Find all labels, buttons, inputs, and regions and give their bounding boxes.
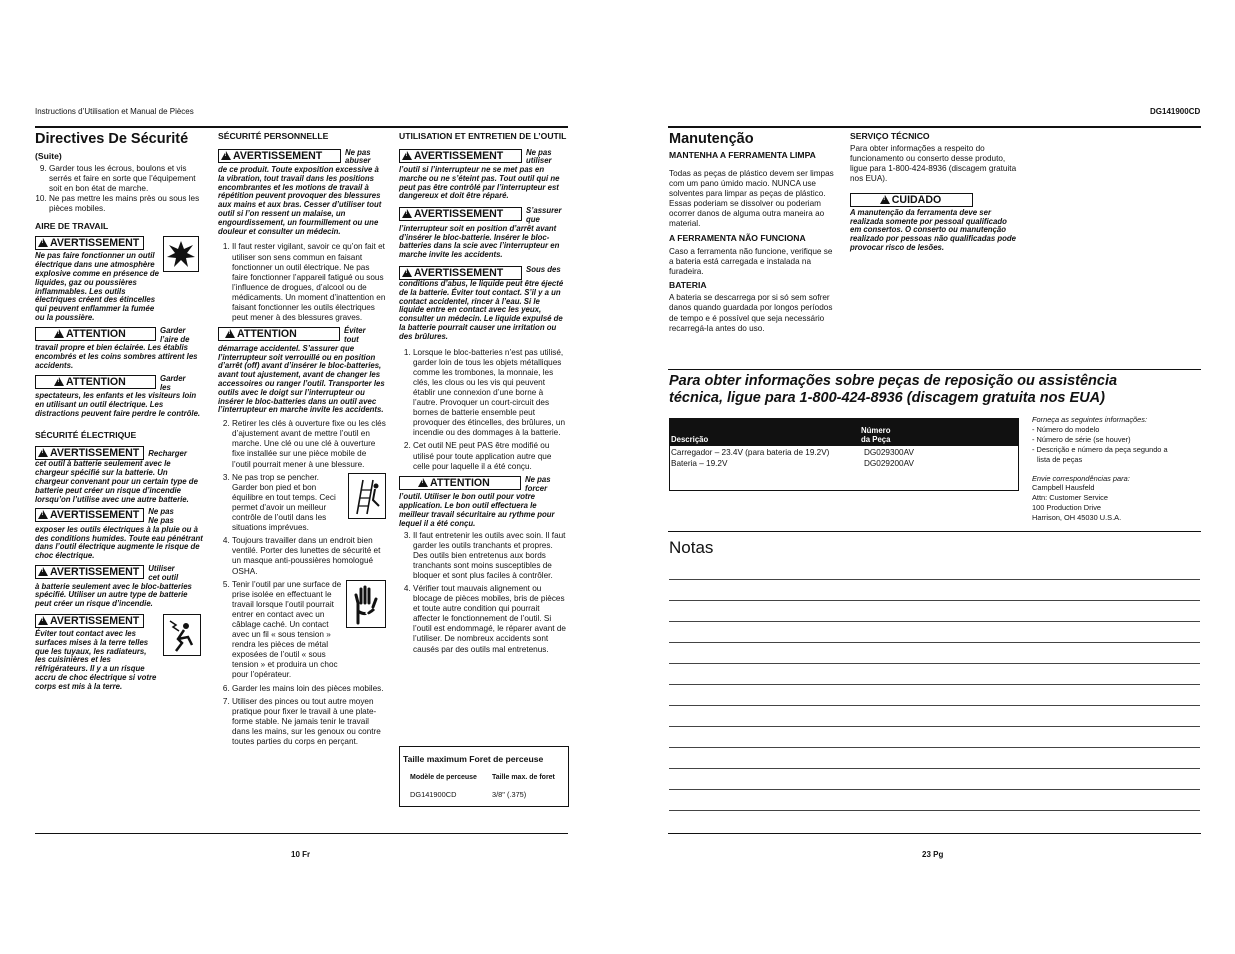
warning-triangle-icon (402, 268, 412, 277)
notes-line (669, 663, 1200, 664)
notes-line (669, 747, 1200, 748)
header-left: Instructions d’Utilisation et Manual de Pièces (35, 107, 194, 116)
list-item: 2. Cet outil NE peut PAS être modifié ou utilisé pour toute application autre que celle pour laquelle il a été conçu. (413, 441, 567, 471)
parts-table-body (669, 446, 1019, 491)
fr-list-1 (35, 164, 203, 214)
table-row: DG141900CD 3/8" (.375) (410, 790, 527, 799)
notes-line (669, 789, 1200, 790)
list-item: 4. Toujours travailler dans un endroit bien ventilé. Porter des lunettes de sécurité et un masque anti-poussières homologué OSHA. (232, 536, 386, 576)
pt-paragraph-3: A bateria se descarrega por si só sem sofrer danos quando guardada por longos períodos de tempo e é possível que seja necessário recarregá-la antes do uso. (669, 293, 833, 333)
elec-warning-3: !AVERTISSEMENT Utiliser cet outil à batterie seulement avec le bloc-batteries spécifié. Utiliser un autre type de batterie peut créer un risque d’incendie. (35, 565, 203, 609)
warning-triangle-icon (880, 195, 890, 204)
attention-label: !ATTENTION (399, 476, 521, 490)
parts-info: Forneça as seguintes informações: - Número do modelo - Número de série (se houver) - Descrição e número da peça segundo a lista de peças Envie correspondências para: Campbell Hausfeld Attn: Customer Service 100 Production Drive Harrison, OH 45030 U.S.A. (1032, 415, 1202, 523)
list-item: 7. Utiliser des pinces ou tout autre moyen pratique pour fixer le travail à une plate-forme stable. Ne jamais tenir le travail dans les mains, sur les genoux ou contre toutes parties du corps en perçant. (232, 697, 386, 747)
cuidado-label: !CUIDADO (850, 193, 973, 207)
warning-triangle-icon (38, 567, 48, 576)
list-item: - Número de série (se houver) (1032, 434, 1131, 444)
perso-attention-1: !ATTENTION Éviter tout démarrage accidentel. S’assurer que l’interrupteur soit verrouillé ou en position d’arrêt (off) avant d’insérer le bloc-batteries, avant tout ajustement, avant de changer les accessoires ou ranger l’outil. Transporter les outils avec le doigt sur l’interrupteur ou insérer le bloc-batteries dans un outil avec l’interrupteur en marche invite les accidents. (218, 327, 386, 415)
notes-line (669, 684, 1200, 685)
warning-triangle-icon (402, 151, 412, 160)
warning-triangle-icon (38, 510, 48, 519)
fr-column-2 (218, 131, 386, 747)
drill-size-table (399, 746, 569, 807)
notes-line (669, 810, 1200, 811)
elec-warning-4: !AVERTISSEMENT Éviter tout contact avec les surfaces mises à la terre telles que les tuyaux, les radiateurs, les cuisinières et les réfrigérateurs. Il y a un risque accru de choc électrique si votre corps est mis à la terre. (35, 614, 203, 692)
util-attention-1: !ATTENTION Ne pas forcer l’outil. Utiliser le bon outil pour votre application. Le bon outil effectuera le meilleur travail sécuritaire au rythme pour lequel il a été conçu. (399, 476, 567, 529)
footer-rule-left (35, 833, 568, 834)
list-item: - Descrição e número da peça segundo a (1032, 444, 1168, 454)
header-right: DG141900CD (1150, 107, 1201, 116)
aire-warning-1: !AVERTISSEMENT Ne pas faire fonctionner un outil électrique dans une atmosphère explosive comme en présence de liquides, gaz ou poussières inflammables. Les outils électriques créent des étincelles qui peuvent enflammer la fumée ou la poussière. (35, 236, 203, 322)
warning-triangle-icon (225, 329, 235, 338)
notes-line (669, 600, 1200, 601)
page-number-fr: 10 Fr (291, 850, 311, 859)
explosion-icon (163, 236, 199, 272)
perso-list-b (218, 419, 386, 747)
list-item: lista de peças (1037, 454, 1083, 464)
fr-column-3 (399, 131, 567, 655)
list-item: 10. Ne pas mettre les mains près ou sous les pièces mobiles. (49, 194, 203, 214)
notes-line (669, 579, 1200, 580)
parts-rule (668, 369, 1201, 370)
warning-triangle-icon (54, 329, 64, 338)
pt-sub-1: MANTENHA A FERRAMENTA LIMPA (669, 150, 816, 160)
warning-triangle-icon (221, 151, 231, 160)
table-title: Taille maximum Foret de perceuse (403, 754, 544, 764)
pt-column-2 (850, 131, 1018, 253)
parts-table (669, 418, 1019, 491)
warning-triangle-icon (38, 448, 48, 457)
warning-label: !AVERTISSEMENT (218, 149, 341, 163)
list-item: 5. Tenir l’outil par une surface de prise isolée en effectuant le travail lorsque l’outil pourrait entrer en contact avec un câblage caché. Un contact avec un fil « sous tension » rendra les pièces de métal exposées de l’outil « sous tension » et produira un choc pour l’opérateur. (232, 580, 386, 681)
pt-sub-2: A FERRAMENTA NÃO FUNCIONA (669, 233, 806, 244)
attention-label: !ATTENTION (218, 327, 340, 341)
pt-paragraph-1: Todas as peças de plástico devem ser limpas com um pano úmido macio. NUNCA use solventes para limpar as peças de plástico. Essas poderiam se dissolver ou poderiam ocorrer danos de alguma outra maneira ao material. (669, 168, 834, 228)
list-item: 9. Garder tous les écrous, boulons et vis serrés et faire en sorte que l’équipement soit en bon état de marche. (49, 164, 203, 194)
page-number-pt: 23 Pg (922, 850, 944, 859)
aire-attention-1: !ATTENTION Garder l’aire de travail propre et bien éclairée. Les établis encombrés et les coins sombres attirent les accidents. (35, 327, 203, 371)
warning-label: !AVERTISSEMENT (399, 266, 522, 280)
list-item: 1. Lorsque le bloc-batteries n’est pas utilisé, garder loin de tous les objets métalliques comme les trombones, la monnaie, les clés, les clous ou les vis qui peuvent établir une connexion d’une borne à l’autre. Provoquer un court-circuit des bornes de batterie ensemble peut provoquer des étincelles, des brûlures, un incendie ou des dommages à la batterie. (413, 348, 567, 439)
util-warning-2: !AVERTISSEMENT S’assurer que l’interrupteur soit en position d’arrêt avant d’insérer le bloc-batterie. Insérer le bloc-batteries dans la scie avec l’interrupteur en marche invite les accidents. (399, 207, 567, 260)
warning-label: !AVERTISSEMENT (35, 614, 144, 628)
list-item: 2. Retirer les clés à ouverture fixe ou les clés d’ajustement avant de mettre l’outil en marche. Une clé ou une clé à ouverture fixe installée sur une pièce mobile de l’outil pourrait mener à une blessure. (232, 419, 386, 469)
notes-line (669, 642, 1200, 643)
list-item: - Número do modelo (1032, 424, 1100, 434)
fr-column-1 (35, 131, 203, 692)
warning-triangle-icon (418, 478, 428, 487)
perso-warning-1: !AVERTISSEMENT Ne pas abuser de ce produit. Toute exposition excessive à la vibration, tout travail dans les positions encombrantes et les motions de travail à répétition peuvent provoquer des blessures aux mains et aux bras. Cesser d’utiliser tout outil si l’on ressent un malaise, un engourdissement, un fourmillement ou une douleur et consulter un médecin. (218, 149, 386, 237)
cuidado-text: A manutenção da ferramenta deve ser realizada somente por pessoal qualificado em consertos. O conserto ou manutenção realizado por pessoas não qualificadas pode provocar risco de lesões. (850, 207, 1016, 253)
notes-title: Notas (669, 538, 714, 557)
perso-title: SÉCURITÉ PERSONNELLE (218, 131, 329, 141)
electric-shock-icon (163, 614, 201, 656)
notes-line (669, 768, 1200, 769)
aire-attention-2: !ATTENTION Garder les spectateurs, les enfants et les visiteurs loin en utilisant un outil électrique. Les distractions peuvent faire perdre le contrôle. (35, 375, 203, 419)
list-item: 3. Il faut entretenir les outils avec soin. Il faut garder les outils tranchants et propres. Des outils bien entretenus aux bords tranchants sont moins susceptibles de bloquer et sont plus faciles à contrôler. (413, 531, 567, 581)
attention-label: !ATTENTION (35, 327, 156, 341)
list-item: 6. Garder les mains loin des pièces mobiles. (232, 684, 386, 694)
warning-label: !AVERTISSEMENT (35, 508, 144, 522)
warning-label: !AVERTISSEMENT (35, 565, 144, 579)
rule-left (35, 126, 568, 128)
table-header: Modèle de perceuse Taille max. de foret (410, 774, 555, 781)
warning-label: !AVERTISSEMENT (399, 149, 522, 163)
util-list-b (399, 531, 567, 655)
warning-label: !AVERTISSEMENT (399, 207, 522, 221)
hand-shock-icon (346, 580, 386, 628)
list-item: 4. Vérifier tout mauvais alignement ou blocage de pièces mobiles, bris de pièces et toute autre condition qui pourrait affecter le fonctionnement de l’outil. Si l’outil est endommagé, le réparer avant de l’utiliser. De nombreux accidents sont causés par des outils mal entretenus. (413, 584, 567, 655)
elec-title: SÉCURITÉ ÉLECTRIQUE (35, 429, 137, 440)
attention-label: !ATTENTION (35, 375, 156, 389)
warning-triangle-icon (38, 616, 48, 625)
elec-warning-2: !AVERTISSEMENT Ne pas Ne pas exposer les outils électriques à la pluie ou à des conditions humides. Toute eau pénétrant dans l’outil électrique augmente le risque de choc électrique. (35, 508, 203, 561)
footer-rule-right (668, 833, 1201, 834)
pt-column-1 (669, 131, 837, 334)
list-item: 3. Ne pas trop se pencher. Garder bon pied et bon équilibre en tout temps. Ceci permet d’avoir un meilleur contrôle de l’outil dans les situations imprévues. (232, 473, 386, 534)
pt-sub-3: BATERIA (669, 279, 707, 290)
warning-triangle-icon (54, 377, 64, 386)
fr-title: Directives De Sécurité (35, 131, 189, 147)
warning-triangle-icon (402, 209, 412, 218)
aire-title: AIRE DE TRAVAIL (35, 220, 109, 231)
rule-right (668, 126, 1201, 128)
elec-warning-1: !AVERTISSEMENT Recharger cet outil à batterie seulement avec le chargeur spécifié sur la batterie. Un chargeur convenant pour un certain type de batterie peut créer un risque d’incendie lorsqu’on l’utilise avec une autre batterie. (35, 446, 203, 504)
list-item: 1. Il faut rester vigilant, savoir ce qu’on fait et utiliser son sens commun en faisant fonctionner un outil électrique. Ne pas faire fonctionner l’appareil fatigué ou sous l’influence de drogues, d’alcool ou de médicaments. Un moment d’inattention en faisant fonctionner les outils électriques peut mener à des blessures graves. (232, 242, 386, 323)
notes-line (669, 705, 1200, 706)
util-warning-1: !AVERTISSEMENT Ne pas utiliser l’outil si l’interrupteur ne se met pas en marche ou ne s’éteint pas. Tout outil qui ne peut pas être contrôlé par l’interrupteur est dangereux et doit être réparé. (399, 149, 567, 202)
util-title: UTILISATION ET ENTRETIEN DE L’OUTIL (399, 131, 567, 141)
pt-paragraph-2: Caso a ferramenta não funcione, verifique se a bateria está carregada e instalada na furadeira. (669, 246, 833, 276)
warning-label: !AVERTISSEMENT (35, 446, 144, 460)
util-warning-3: !AVERTISSEMENT Sous des conditions d’abus, le liquide peut être éjecté de la batterie. Éviter tout contact. S’il y a un contact accidentel, rincer à l’eau. Si le liquide entre en contact avec les yeux, consulter un médecin. Le liquide expulsé de la batterie pourrait causer une irritation ou des brûlures. (399, 266, 567, 342)
parts-table-header: Descrição Número da Peça (669, 418, 1019, 446)
notes-line (669, 726, 1200, 727)
util-list-a (399, 348, 567, 472)
pt-title: Manutenção (669, 131, 754, 147)
fr-suite: (Suite) (35, 151, 62, 161)
table-row: Bateria – 19.2V DG029200AV (671, 459, 914, 468)
warning-label: !AVERTISSEMENT (35, 236, 144, 250)
notes-rule (668, 531, 1201, 532)
service-title: SERVIÇO TÉCNICO (850, 131, 930, 141)
service-paragraph: Para obter informações a respeito do funcionamento ou conserto desse produto, ligue para 1-800-424-8936 (discagem gratuita nos EUA). (850, 143, 1017, 183)
parts-heading: Para obter informações sobre peças de reposição ou assistência técnica, ligue para 1-800-424-8936 (discagem gratuita nos EUA) (669, 373, 1118, 406)
ladder-icon (348, 473, 386, 519)
perso-list-a (218, 242, 386, 323)
table-row: Carregador – 23.4V (para bateria de 19.2V) DG029300AV (671, 448, 914, 457)
warning-triangle-icon (38, 238, 48, 247)
notes-line (669, 621, 1200, 622)
